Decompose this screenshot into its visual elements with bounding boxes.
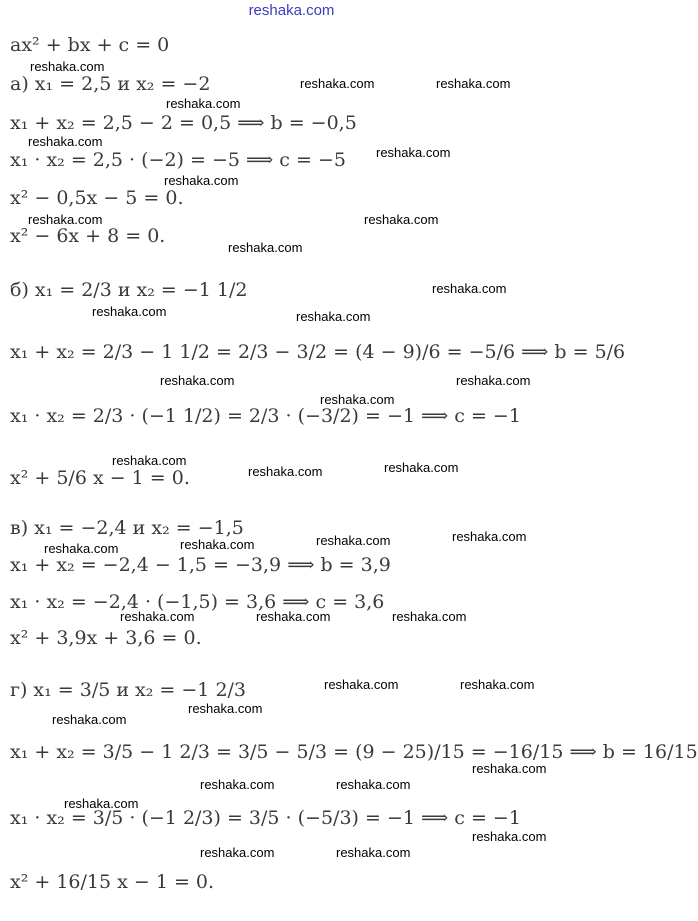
part-c-product: x₁ · x₂ = −2,4 · (−1,5) = 3,6 ⟹ c = 3,6 <box>10 591 385 613</box>
watermark: reshaka.com <box>324 677 399 692</box>
site-header[interactable]: reshaka.com <box>248 2 335 19</box>
watermark: reshaka.com <box>452 529 527 544</box>
watermark: reshaka.com <box>248 464 323 479</box>
watermark: reshaka.com <box>30 59 105 74</box>
watermark: reshaka.com <box>112 453 187 468</box>
watermark: reshaka.com <box>392 609 467 624</box>
watermark: reshaka.com <box>364 212 439 227</box>
watermark: reshaka.com <box>28 212 103 227</box>
part-a-product: x₁ · x₂ = 2,5 · (−2) = −5 ⟹ c = −5 <box>10 149 346 171</box>
watermark: reshaka.com <box>456 373 531 388</box>
watermark: reshaka.com <box>300 76 375 91</box>
watermark: reshaka.com <box>376 145 451 160</box>
watermark: reshaka.com <box>200 845 275 860</box>
part-b-sum: x₁ + x₂ = 2/3 − 1 1/2 = 2/3 − 3/2 = (4 − 9)/6 = −5/6 ⟹ b = 5/6 <box>10 341 626 363</box>
watermark: reshaka.com <box>472 761 547 776</box>
part-d-roots: г) x₁ = 3/5 и x₂ = −1 2/3 <box>10 679 247 701</box>
part-c-equation: x² + 3,9x + 3,6 = 0. <box>10 627 202 649</box>
part-b-product: x₁ · x₂ = 2/3 · (−1 1/2) = 2/3 · (−3/2) = −1 ⟹ c = −1 <box>10 405 521 427</box>
part-d-product: x₁ · x₂ = 3/5 · (−1 2/3) = 3/5 · (−5/3) = −1 ⟹ c = −1 <box>10 807 521 829</box>
watermark: reshaka.com <box>472 829 547 844</box>
watermark: reshaka.com <box>120 609 195 624</box>
part-a-equation: x² − 0,5x − 5 = 0. <box>10 187 184 209</box>
extra-equation: x² − 6x + 8 = 0. <box>10 225 166 247</box>
part-b-roots: б) x₁ = 2/3 и x₂ = −1 1/2 <box>10 279 248 301</box>
watermark: reshaka.com <box>228 240 303 255</box>
watermark: reshaka.com <box>316 533 391 548</box>
watermark: reshaka.com <box>336 777 411 792</box>
watermark: reshaka.com <box>164 173 239 188</box>
watermark: reshaka.com <box>336 845 411 860</box>
general-equation: ax² + bx + c = 0 <box>10 34 170 56</box>
watermark: reshaka.com <box>256 609 331 624</box>
part-a-roots: а) x₁ = 2,5 и x₂ = −2 <box>10 73 211 95</box>
watermark: reshaka.com <box>188 701 263 716</box>
watermark: reshaka.com <box>296 309 371 324</box>
part-c-roots: в) x₁ = −2,4 и x₂ = −1,5 <box>10 517 244 539</box>
part-c-sum: x₁ + x₂ = −2,4 − 1,5 = −3,9 ⟹ b = 3,9 <box>10 554 391 576</box>
watermark: reshaka.com <box>64 796 139 811</box>
watermark: reshaka.com <box>52 712 127 727</box>
part-b-equation: x² + 5/6 x − 1 = 0. <box>10 467 190 489</box>
watermark: reshaka.com <box>384 460 459 475</box>
watermark: reshaka.com <box>436 76 511 91</box>
part-d-equation: x² + 16/15 x − 1 = 0. <box>10 871 215 893</box>
part-a-sum: x₁ + x₂ = 2,5 − 2 = 0,5 ⟹ b = −0,5 <box>10 112 357 134</box>
part-d-sum: x₁ + x₂ = 3/5 − 1 2/3 = 3/5 − 5/3 = (9 − 25)/15 = −16/15 ⟹ b = 16/15 <box>10 741 698 763</box>
watermark: reshaka.com <box>92 304 167 319</box>
watermark: reshaka.com <box>28 134 103 149</box>
watermark: reshaka.com <box>200 777 275 792</box>
watermark: reshaka.com <box>320 392 395 407</box>
watermark: reshaka.com <box>460 677 535 692</box>
watermark: reshaka.com <box>44 541 119 556</box>
watermark: reshaka.com <box>160 373 235 388</box>
watermark: reshaka.com <box>166 96 241 111</box>
watermark: reshaka.com <box>180 537 255 552</box>
watermark: reshaka.com <box>432 281 507 296</box>
